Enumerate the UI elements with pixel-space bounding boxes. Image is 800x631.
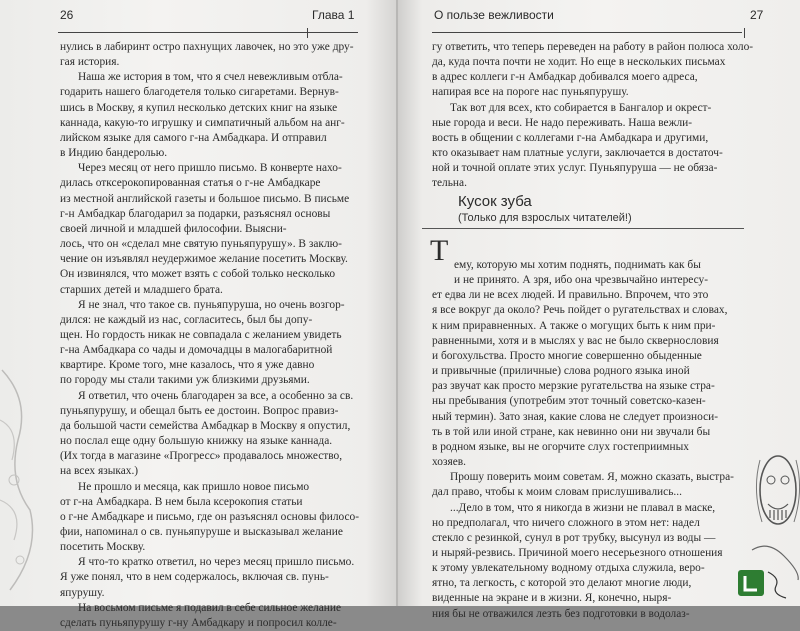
text-line: лось, что он «сделал мне святую пуньяпурушу». В заклю- [60,238,342,251]
text-line: на всех языках.) [60,465,139,478]
text-line: гу ответить, что теперь переведен на работу в район полюса холо- [432,41,754,53]
text-line: ятно, та легкость, с которой это делают многие люди, [432,577,692,590]
drop-cap: Т [430,234,449,267]
page-number-right: 27 [750,8,764,22]
text-line: ет едва ли не всех людей. И правильно. Впрочем, что это [432,289,709,302]
text-line: гая история. [60,56,120,69]
text-line: но предполагал, что ничего сложного в этом нет: надел [432,516,700,529]
text-line: тельна. [432,177,467,190]
text-line: ния бы не отважился лезть без подготовки в водолаз- [432,607,690,620]
text-line: каннада, какую-то игрушку и симпатичный альбом на анг- [60,116,345,129]
section-subtitle: (Только для взрослых читателей!) [458,212,632,224]
running-head-right: О пользе вежливости [434,8,554,22]
text-line: своей личной и младшей философии. Выясни- [60,222,287,235]
header-tick-right [744,28,745,38]
header-tick-left [307,28,308,38]
header-rule-right [432,32,742,33]
text-line: к ним приравненных. А также о могущих быть к ним при- [432,319,716,332]
text-line: посетить Москву. [60,541,146,554]
text-line: Не прошло и месяца, как пришло новое письмо [78,480,310,493]
text-line: в Индию бандеролью. [60,147,168,160]
text-line: (Их тогда в магазине «Прогресс» продавалось множество, [60,450,343,463]
text-line: ны пребывания (употребим этот точный советско-казен- [432,395,706,408]
text-line: напирая все на пороге нас пуньяпурушу. [432,86,629,99]
text-line: дилась отксерокопированная статья о г-не Амбадкаре [60,177,321,190]
text-line: да, куда почта почти не ходит. Но еще в нескольких письмах [432,56,726,69]
text-line: и богохульства. Просто многие совершенно обыденные [432,349,702,362]
page-number-left: 26 [60,8,74,22]
text-line: в родном языке, вы не огорчите слух гостеприимных [432,440,689,453]
left-body-text [60,40,362,631]
text-line: ...Дело в том, что я никогда в жизни не плавал в маске, [450,501,716,514]
text-line: Через месяц от него пришло письмо. В конверте нахо- [78,162,342,175]
text-line: япурушу. [60,586,105,599]
text-line: и привычные (приличные) слова родного языка иной [432,365,690,378]
text-line: и ныряй-резвись. Причиной моего несерьезного отношения [432,546,723,559]
text-line: раз звучат как просто мерзкие ругательства на языке стра- [432,380,715,393]
text-line: сделать пуньяпурушу г-ну Амбадкару и попросил колле- [60,616,337,629]
section-title: Кусок зуба [458,193,532,210]
text-line: в адрес коллеги г-н Амбадкар добивался моего адреса, [432,71,698,84]
right-body-text-top [432,40,754,192]
text-line: Я что-то кратко ответил, но через месяц пришло письмо. [78,556,355,569]
text-line: ный термин). Зато зная, какие слова не следует произноси- [432,410,719,423]
text-line: старших детей и младшего брата. [60,283,223,296]
right-page [398,0,800,620]
text-line: Прошу поверить моим советам. Я, можно сказать, выстра- [450,471,734,484]
text-line: ные города и веси. Не надо переживать. Наша вежли- [432,116,693,129]
text-line: и не принято. А зря, ибо она чрезвычайно интересу- [454,274,709,287]
text-line: квартире. Кроме того, мне казалось, что я уже давно [60,359,315,372]
text-line: Я уже понял, что в нем содержалось, включая св. пунь- [60,571,329,584]
text-line: кто оказывает нам платные услуги, заключается в достаточ- [432,147,723,160]
right-body-text-bottom [432,258,744,622]
header-rule-left [58,32,358,33]
text-line: г-на Амбадкара со чады и домочадцы в малогабаритной [60,344,333,357]
text-line: к этому увлекательному водному отдыха служила, веро- [432,562,705,575]
text-line: из местной английской газеты и большое письмо. В письме [60,192,350,205]
text-line: но послал еще одну большую книжку на языке каннада. [60,435,333,448]
text-line: хозяев. [432,456,466,469]
text-line: Я не знал, что такое св. пуньяпуруша, но очень возгор- [78,298,345,311]
text-line: годарить нашего благодетеля только сигаретами. Вернув- [60,86,339,99]
text-line: равненными, хотя и в мыслях у вас не было сквернословия [432,334,719,347]
text-line: Так вот для всех, кто собирается в Бангалор и окрест- [450,101,712,114]
text-line: я все вокруг да около? Речь пойдет о ругательствах и словах, [432,304,728,317]
section-rule [422,228,744,229]
text-line: дился: не каждый из нас, согласитесь, был бы допу- [60,313,313,326]
text-line: лийском языке для самого г-на Амбадкара. И отправил [60,131,327,144]
text-line: пуньяпурушу, и обещал быть ее достоин. Вопрос правиз- [60,404,339,417]
text-line: о г-не Амбадкаре и письмо, где он разъяснял основы филосо- [60,510,360,523]
text-line: чение он изъявлял неудержимое желание посетить Москву. [60,253,348,266]
text-line: ть в той или иной стране, как невинно они ни звучали бы [432,425,711,438]
text-line: вость в общении с коллегами г-на Амбадкара и другими, [432,131,709,144]
running-head-left: Глава 1 [312,8,355,22]
text-line: по городу мы стали такими уж близкими друзьями. [60,374,310,387]
text-line: шись в Москву, я купил несколько детских книг на языке [60,101,338,114]
left-page [0,0,398,629]
text-line: стекло с резинкой, сунул в рот трубку, высунул из воды — [432,531,716,544]
text-line: виденные на экране и в жизни. Я, конечно, ныря- [432,592,672,605]
text-line: нулись в лабиринт остро пахнущих лавочек, но это уже дру- [60,41,354,53]
text-line: ему, которую мы хотим поднять, поднимать как бы [454,259,701,271]
text-line: Он извинялся, что может взять с собой только несколько [60,268,336,281]
text-line: щен. Но гордость никак не совпадала с желанием увидеть [60,328,342,341]
text-line: г-н Амбадкар благодарил за подарки, разъяснял основы [60,207,331,220]
text-line: Наша же история в том, что я счел невежливым отбла- [78,71,343,84]
decorative-mask-illustration-left [0,360,40,600]
text-line: Я ответил, что очень благодарен за все, а особенно за св. [78,389,354,402]
text-line: да большой части семейства Амбадкар в Москву я опустил, [60,419,351,432]
text-line: фии, напоминал о св. пуньяпуруше и высказывал желание [60,526,343,538]
text-line: дал право, чтобы к моим словам прислушивались... [432,486,682,499]
text-line: На восьмом письме я подавил в себе сильное желание [78,601,342,614]
text-line: ной и точной оплате этих услуг. Пуньяпуруша — не обяза- [432,162,718,175]
green-publisher-stamp-icon [736,566,792,602]
text-line: от г-на Амбадкара. В нем была ксерокопия статьи [60,495,303,508]
